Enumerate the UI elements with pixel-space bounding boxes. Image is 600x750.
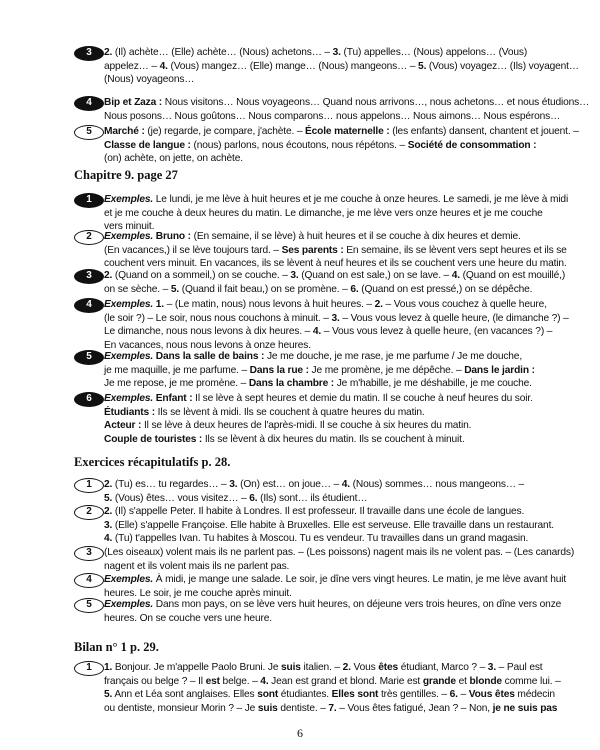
answer-text: je me maquille, je me parfume. – <box>104 364 250 376</box>
bold-term: est <box>205 675 220 687</box>
answer-text: Je me douche, je me rase, je me parfume / Je me douche, <box>264 351 523 362</box>
answer-line <box>104 661 554 675</box>
answer-text: Il se lève à sept heures et demie du matin. Il se couche à neuf heures du soir. <box>192 393 533 404</box>
answer-text: Ils se lèvent à dix heures du matin. Ils se couchent à minuit. <box>202 433 465 445</box>
answer-text: (En semaine, il se lève) à huit heures et il se couche à dix heures et demie. <box>190 231 521 242</box>
answer-text: – <box>457 689 469 701</box>
answer-text: – Vous vous couchez à quelle heure, <box>382 299 547 310</box>
exercise-answer <box>86 230 567 271</box>
exercise-number-badge: 1 <box>74 478 104 493</box>
answer-text: – Paul est <box>496 662 543 673</box>
answer-text: appelez… – <box>104 60 160 72</box>
bold-term: je ne suis pas <box>492 702 558 714</box>
answer-text: Jean est grand et blond. Marie est <box>268 675 423 687</box>
answer-text: heures. On se couche vers une heure. <box>104 612 272 624</box>
answer-line <box>104 532 554 546</box>
bold-term: Bip et Zaza : <box>104 97 163 108</box>
answer-text: (les enfants) dansent, chantent et jouent. – <box>389 126 579 137</box>
bold-term: suis <box>281 662 301 673</box>
exercise-number-badge: 1 <box>74 661 104 676</box>
exercise-number-badge: 3 <box>74 46 104 61</box>
bold-term: 3. <box>290 270 299 281</box>
answer-text: Dans mon pays, on se lève vers huit heures, on déjeune vers trois heures, on dîne vers onze <box>153 599 562 610</box>
page-number: 6 <box>297 726 303 740</box>
answer-text: étudiant, Marco ? – <box>398 662 488 673</box>
bold-term: blonde <box>469 675 502 687</box>
answer-text: À midi, je mange une salade. Le soir, je dîne vers vingt heures. Le matin, je me lève avant huit <box>153 574 567 585</box>
answer-line <box>104 139 554 153</box>
answer-line <box>104 312 569 326</box>
answer-line <box>104 598 562 612</box>
answer-text: nagent et ils volent mais ils ne parlent pas. <box>104 560 290 572</box>
answer-line <box>104 419 554 433</box>
bold-term: 2. <box>104 47 113 58</box>
answer-line <box>104 269 566 283</box>
bold-term: 3. <box>104 519 113 531</box>
answer-text: italien. – <box>300 662 343 673</box>
answer-line <box>104 244 567 258</box>
answer-text: ou dentiste, monsieur Morin ? – Je <box>104 702 258 714</box>
exercise-answer <box>86 96 590 123</box>
answer-line <box>104 73 554 87</box>
answer-text: – Vous vous levez à quelle heure, (le dimanche ?) – <box>339 312 569 324</box>
bold-term: 3. <box>332 47 341 58</box>
answer-text: (Vous) mangez… (Elle) mange… (Nous) mangeons… – <box>167 60 419 72</box>
answer-line <box>104 377 554 391</box>
exercise-number-badge: 2 <box>74 505 104 520</box>
answer-text: (le soir ?) – Le soir, nous nous couchons à minuit. – <box>104 312 332 324</box>
answer-text: (Quand on est mouillé,) <box>459 270 566 281</box>
bold-term: Couple de touristes : <box>104 433 203 445</box>
answer-line <box>104 230 554 244</box>
answer-line <box>104 688 554 702</box>
answer-line <box>104 283 554 297</box>
bold-term: 5. <box>104 492 113 504</box>
answer-line <box>104 110 561 124</box>
bold-term: 4. <box>104 533 113 545</box>
bold-term: Acteur : <box>104 420 142 432</box>
exercise-answer <box>86 350 554 391</box>
answer-line <box>104 364 554 378</box>
answer-text: médecin <box>514 689 555 701</box>
bold-term: Étudiants : <box>104 406 155 418</box>
exercise-number-badge: 5 <box>74 125 104 140</box>
bold-term: Enfant : <box>155 393 193 404</box>
italic-label: Exemples. <box>104 299 154 310</box>
answer-text: Ils se lèvent à midi. Ils se couchent à quatre heures du matin. <box>154 406 425 418</box>
bold-term: Dans la chambre : <box>248 378 335 390</box>
exercise-answer <box>86 546 575 573</box>
italic-label: Exemples. <box>104 574 154 585</box>
answer-text: étudiantes. <box>278 689 332 701</box>
exercise-answer <box>86 269 566 296</box>
exercise-number-badge: 1 <box>74 193 104 208</box>
bold-term: Dans la rue : <box>249 364 309 376</box>
answer-line <box>104 392 554 406</box>
answer-text: (on) achète, on jette, on achète. <box>104 153 243 165</box>
italic-label: Exemples. <box>104 231 154 242</box>
answer-line <box>104 478 554 492</box>
answer-text: (Quand on est pressé,) on se dépêche. <box>358 283 533 295</box>
bold-term: Société de consommation : <box>407 139 537 151</box>
answer-line <box>104 152 554 166</box>
bold-term: 3. <box>487 662 496 673</box>
answer-text: dentiste. – <box>277 702 329 714</box>
bold-term: 1. <box>155 299 164 310</box>
bold-term: Dans la salle de bains : <box>155 351 265 362</box>
exercise-answer <box>86 298 569 352</box>
answer-text: – Vous êtes fatigué, Jean ? – Non, <box>336 702 493 714</box>
bold-term: 2. <box>374 299 383 310</box>
exercise-answer <box>86 193 569 234</box>
exercise-number-badge: 4 <box>74 96 104 111</box>
answer-line <box>104 612 554 626</box>
exercise-number-badge: 6 <box>74 392 104 407</box>
bold-term: 1. <box>104 662 113 673</box>
bold-term: Elles sont <box>331 689 379 701</box>
answer-text: français ou belge ? – Il <box>104 675 206 687</box>
exercise-number-badge: 5 <box>74 350 104 365</box>
italic-label: Exemples. <box>104 194 154 205</box>
exercise-number-badge: 2 <box>74 230 104 245</box>
bold-term: êtes <box>378 662 399 673</box>
bold-term: 2. <box>104 270 113 281</box>
bold-term: 6. <box>350 283 359 295</box>
answer-text: heures. Le soir, je me couche après minuit. <box>104 587 292 599</box>
italic-label: Exemples. <box>104 351 154 362</box>
answer-line <box>104 702 558 716</box>
exercise-answer <box>86 598 562 625</box>
answer-line <box>104 519 554 533</box>
answer-line <box>104 207 554 221</box>
answer-line <box>104 492 554 506</box>
italic-label: Exemples. <box>104 393 154 404</box>
bold-term: sont <box>257 689 279 701</box>
bold-term: Classe de langue : <box>104 139 191 151</box>
answer-text: on se sèche. – <box>104 283 171 295</box>
exercise-answer <box>86 392 554 446</box>
answer-text: – Vous vous levez à quelle heure, (en vacances ?) – <box>321 326 553 338</box>
answer-text: (Il) achète… (Elle) achète… (Nous) achetons… – <box>112 47 333 58</box>
bold-term: 4. <box>312 326 322 338</box>
bold-term: 4. <box>341 479 350 490</box>
answer-text: Nous posons… Nous goûtons… Nous comparons… nous appelons… Nous aimons… Nous espérons… <box>104 110 561 122</box>
bold-term: 7. <box>328 702 337 714</box>
answer-text: (Tu) es… tu regardes… – <box>112 479 230 490</box>
answer-text: comme lui. – <box>501 675 561 687</box>
answer-text: et <box>455 675 470 687</box>
answer-line <box>104 560 554 574</box>
answer-text: Le lundi, je me lève à huit heures et je me couche à onze heures. Le samedi, je me lève à midi <box>153 194 569 205</box>
answer-line <box>104 406 554 420</box>
answer-line <box>104 298 554 312</box>
answer-text: Je me promène, je me dépêche. – <box>308 364 465 376</box>
answer-text: Ann et Léa sont anglaises. Elles <box>112 689 258 701</box>
bold-term: 2. <box>342 662 351 673</box>
answer-line <box>104 125 579 139</box>
answer-text: – (Le matin, nous) nous levons à huit heures. – <box>163 299 375 310</box>
bold-term: 6. <box>249 492 258 504</box>
bold-term: 2. <box>104 479 113 490</box>
bold-term: Vous êtes <box>468 689 515 701</box>
answer-line <box>104 96 590 110</box>
answer-text: très gentilles. – <box>378 689 450 701</box>
bold-term: 2. <box>104 506 113 517</box>
answer-text: (Quand on a sommeil,) on se couche. – <box>112 270 291 281</box>
exercise-answer <box>86 46 579 87</box>
exercise-number-badge: 4 <box>74 298 104 313</box>
answer-line <box>104 505 554 519</box>
answer-text: (nous) parlons, nous écoutons, nous répétons. – <box>190 139 408 151</box>
bold-term: 5. <box>104 689 113 701</box>
answer-text: (Nous) voyageons… <box>104 74 195 86</box>
exercise-number-badge: 3 <box>74 269 104 284</box>
section-heading: Bilan n° 1 p. 29. <box>74 640 159 654</box>
answer-text: Nous visitons… Nous voyageons… Quand nous arrivons…, nous achetons… et nous étudions… <box>162 97 590 108</box>
bold-term: Ses parents : <box>281 244 344 256</box>
answer-text: En vacances, nous nous levons à onze heures. <box>104 339 311 351</box>
answer-text: couchent vers minuit. En vacances, ils se lèvent à neuf heures et ils se couchent vers une heure du matin. <box>104 258 567 270</box>
answer-line <box>104 573 567 587</box>
answer-line <box>104 193 569 207</box>
answer-text: Bonjour. Je m'appelle Paolo Bruni. Je <box>112 662 282 673</box>
exercise-answer <box>86 661 561 715</box>
answer-text: (Vous) êtes… vous visitez… – <box>112 492 250 504</box>
bold-term: 5. <box>418 60 427 72</box>
answer-line <box>104 433 554 447</box>
answer-text: Je m'habille, je me déshabille, je me couche. <box>334 378 532 390</box>
answer-line <box>104 546 575 560</box>
answer-text: Je me repose, je me promène. – <box>104 378 249 390</box>
answer-text: (Quand on est sale,) on se lave. – <box>298 270 452 281</box>
answer-text: (Vous) voyagez… (Ils) voyagent… <box>426 60 579 72</box>
answer-text: (Ils) sont… ils étudient… <box>257 492 368 504</box>
bold-term: 4. <box>451 270 460 281</box>
answer-line <box>104 325 554 339</box>
answer-line <box>104 60 579 74</box>
exercise-answer <box>86 505 554 546</box>
answer-text: En semaine, ils se lèvent vers sept heures et ils se <box>343 244 567 256</box>
bold-term: grande <box>422 675 456 687</box>
answer-text: (Tu) t'appelles Ivan. Tu habites à Moscou. Tu es vendeur. Tu travailles dans un grand magasin. <box>112 533 529 545</box>
answer-line <box>104 675 561 689</box>
bold-term: 3. <box>229 479 238 490</box>
exercise-answer <box>86 125 579 166</box>
exercise-answer <box>86 478 554 505</box>
bold-term: Bruno : <box>155 231 191 242</box>
exercise-answer <box>86 573 567 600</box>
answer-text: (Les oiseaux) volent mais ils ne parlent pas. – (Les poissons) nagent mais ils ne volent pas. – (Les canards) <box>104 547 575 558</box>
bold-term: suis <box>257 702 278 714</box>
bold-term: 6. <box>449 689 458 701</box>
answer-text: (Nous) sommes… nous mangeons… – <box>349 479 525 490</box>
bold-term: 5. <box>170 283 180 295</box>
exercise-number-badge: 4 <box>74 573 104 588</box>
answer-line <box>104 46 554 60</box>
answer-text: Vous <box>350 662 379 673</box>
answer-text: Le dimanche, nous nous levons à dix heures. – <box>104 326 313 338</box>
bold-term: École maternelle : <box>305 126 390 137</box>
bold-term: 4. <box>159 60 168 72</box>
answer-text: (Il) s'appelle Peter. Il habite à Londres. Il est professeur. Il travaille dans une école de langues. <box>112 506 525 517</box>
section-heading: Chapitre 9. page 27 <box>74 168 178 182</box>
answer-text: et je me couche à deux heures du matin. Le dimanche, je me lève vers onze heures et je me couche <box>104 207 543 219</box>
answer-text: (je) regarde, je compare, j'achète. – <box>144 126 306 137</box>
bold-term: Marché : <box>104 126 145 137</box>
answer-text: belge. – <box>219 675 261 687</box>
exercise-number-badge: 5 <box>74 598 104 613</box>
bold-term: Dans le jardin : <box>464 364 535 376</box>
answer-text: vers minuit. <box>104 221 155 233</box>
answer-text: Il se lève à deux heures de l'après-midi. Il se couche à six heures du matin. <box>141 420 472 432</box>
exercise-number-badge: 3 <box>74 546 104 561</box>
answer-text: (Elle) s'appelle Françoise. Elle habite à Bruxelles. Elle est serveuse. Elle travaille dans un restaurant. <box>112 519 554 531</box>
answer-line <box>104 350 554 364</box>
answer-text: (Quand il fait beau,) on se promène. – <box>179 283 351 295</box>
bold-term: 4. <box>260 675 269 687</box>
answer-text: (Tu) appelles… (Nous) appelons… (Vous) <box>340 47 528 58</box>
bold-term: 3. <box>331 312 340 324</box>
answer-text: (On) est… on joue… – <box>237 479 342 490</box>
section-heading: Exercices récapitulatifs p. 28. <box>74 455 231 469</box>
italic-label: Exemples. <box>104 599 154 610</box>
answer-text: (En vacances,) il se lève toujours tard. – <box>104 244 282 256</box>
